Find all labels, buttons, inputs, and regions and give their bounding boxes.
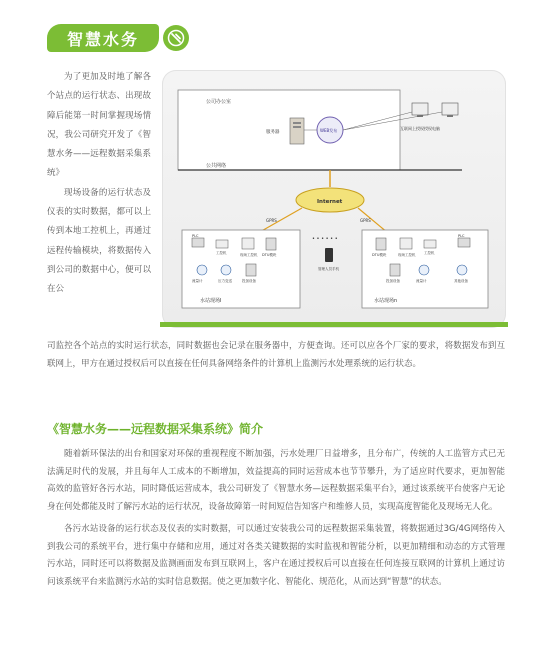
section-heading: 《智慧水务——远程数据采集系统》简介 [47, 422, 264, 436]
left-pressure-label: 压力变送 [218, 279, 232, 283]
page-title-text: 智慧水务 [66, 29, 139, 49]
right-plc-label: PLC [458, 234, 465, 238]
server-icon [290, 118, 304, 144]
pump-icon [390, 264, 400, 276]
left-dtu-label: DTU模块 [262, 253, 277, 257]
intro-paragraph-2: 现场设备的运行状态及仪表的实时数据，都可以上传到本地工控机上，再通过远程传输模块，将数据传入到公司的数据中心，便可以在公 [47, 187, 151, 295]
gauge-icon [457, 265, 467, 275]
monitor-icon [242, 238, 254, 249]
left-flow-label: 流量计 [192, 279, 203, 283]
page-title [47, 24, 159, 52]
section-body [47, 446, 505, 596]
right-station-title: 水站现场n [374, 298, 398, 304]
dtu-icon [266, 238, 276, 250]
intro-paragraph-1: 为了更加及时地了解各个站点的运行状态、出现故障后能第一时间掌握现场情况，我公司研究开发了《智慧水务——远程数据采集系统》 [47, 72, 151, 179]
right-other-label: 其他设备 [454, 279, 468, 283]
left-station-title: 水站现场I [200, 298, 222, 304]
right-flow-label: 流量计 [416, 279, 427, 283]
more-stations-dots: • • • • • • [312, 236, 338, 242]
mobile-label: 管理人员手机 [318, 267, 339, 271]
green-divider [160, 322, 508, 327]
intro-continuation-text: 司监控各个站点的实时运行状态，同时数据也会记录在服务器中，方便查询。还可以应各个厂家的要求，将数据发布到互联网上，甲方在通过授权后可以直接在任何具备网络条件的计算机上监测污水处理系统的运行状态。 [47, 341, 505, 369]
internet-label: Internet [317, 199, 343, 205]
intro-text [47, 68, 151, 300]
right-dosing-label: 投加设备 [386, 279, 400, 283]
left-ipc-label: 工控机 [216, 251, 227, 255]
meter-icon [419, 265, 429, 275]
public-network-label: 公共网络 [206, 163, 227, 169]
dtu-icon [376, 238, 386, 250]
mobile-phone-icon [325, 248, 333, 262]
system-diagram [162, 70, 506, 328]
leaf-icon [163, 25, 189, 51]
section-paragraph-1: 随着新环保法的出台和国家对环保的重视程度不断加强，污水处理厂日益增多，且分布广，传统的人工监管方式已无法满足时代的发展，并且每年人工成本的不断增加，效益提高的同时运营成本也节节攀升，为了适应时代要求，更加智能高效的监管好各污水站，同时降低运营成本，我公司研发了《智慧水务—远程数据采集平台》，通过该系统平台使客户无论身在何处都能及时了解污水站的运行状况，设备故障第一时间短信告知客户和维修人员，实现高度智能化及现场无人化。 [47, 449, 505, 512]
gauge-icon [221, 265, 231, 275]
office-label: 公司办公室 [206, 99, 232, 105]
pc-icon [216, 240, 228, 248]
right-dtu-label: DTU模块 [372, 253, 387, 257]
left-plc-label: PLC [192, 234, 199, 238]
client-label: 互联网上授权授权电脑 [400, 126, 440, 131]
monitor-icon [442, 103, 458, 117]
plc-icon [192, 238, 204, 247]
pc-icon [424, 240, 436, 248]
meter-icon [197, 265, 207, 275]
gprs-right-label: GPRS [360, 218, 371, 223]
right-ipc-label: 工控机 [424, 251, 435, 255]
plc-icon [458, 238, 470, 247]
left-field-label: 现场工控机 [240, 253, 258, 257]
right-field-label: 现场工控机 [398, 253, 416, 257]
intro-continuation [47, 338, 505, 373]
gprs-left-label: GPRS [266, 218, 277, 223]
web-publish-label: WEB发布 [320, 128, 338, 133]
server-label: 服务器 [266, 130, 280, 135]
section-paragraph-2: 各污水站设备的运行状态及仪表的实时数据，可以通过安装我公司的远程数据采集装置，将数据通过3G/4G网络传入到我公司的系统平台，进行集中存储和应用，通过对各类关键数据的实时监视和智能分析，以更加精细和动态的方式管理污水站，同时还可以将数据及监测画面发布到互联网上，客户在通过授权后可以直接在任何连接互联网的计算机上通过访问该系统平台来监测污水站的实时信息数据。使之更加数字化、智能化、规范化，从而达到“智慧”的状态。 [47, 524, 505, 587]
monitor-icon [400, 238, 412, 249]
left-dosing-label: 投加设备 [242, 279, 256, 283]
pump-icon [246, 264, 256, 276]
